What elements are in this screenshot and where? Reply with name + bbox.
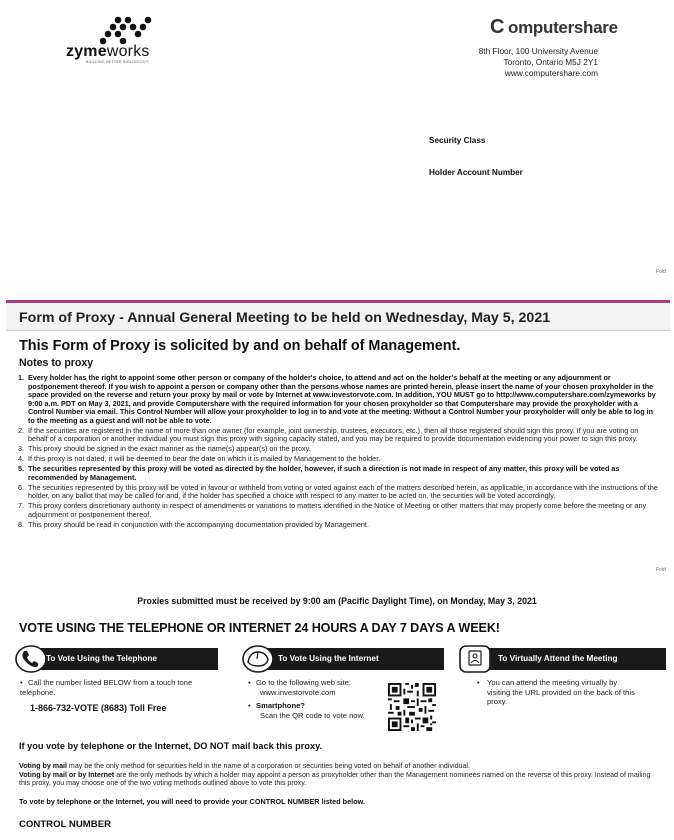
qr-code[interactable] (388, 683, 436, 731)
phone-panel-header: To Vote Using the Telephone (30, 648, 218, 670)
control-number-note: To vote by telephone or the Internet, you will need to provide your CONTROL NUMBER listed below. (19, 797, 366, 806)
computershare-c-icon: C (490, 16, 505, 38)
notes-heading: Notes to proxy (19, 357, 94, 369)
form-subtitle: This Form of Proxy is solicited by and on behalf of Management. (19, 338, 461, 354)
internet-panel-header: To Vote Using the Internet (256, 648, 444, 670)
mouse-icon (240, 644, 276, 674)
telephone-icon (14, 644, 50, 674)
control-number-label: CONTROL NUMBER (19, 819, 112, 830)
do-not-mail-notice: If you vote by telephone or the Internet, DO NOT mail back this proxy. (19, 741, 323, 751)
note-item: 5. The securities represented by this proxy will be voted as directed by the holder, however, if such a direction is not made in respect of any matter, this proxy will be voted as recommended by Management. (18, 464, 620, 482)
fold-mark: Fold (656, 567, 666, 573)
voting-methods-text: Voting by mail may be the only method for securities held in the name of a corporation or securities being voted on behalf of another individual. Voting by mail or by Internet are the only methods by which a holder may appoint a person as proxyholder other than the Management nominees named on the reverse of this proxy. Instead of mailing this proxy, you may choose one of the two voting methods outlined above to vote this proxy. (19, 762, 651, 788)
virtual-panel-header: To Virtually Attend the Meeting (478, 648, 666, 670)
note-item: 7. This proxy confers discretionary authority in respect of amendments or variations to matters identified in the Notice of Meeting or other matters that may properly come before the meeting or any adjournment or postponement thereof. (18, 501, 647, 519)
note-item: 4. If this proxy is not dated, it will be deemed to bear the date on which it is mailed by Management to the holder. (18, 454, 381, 464)
note-item: 6. The securities represented by this proxy will be voted in favour or withheld from voting or voted against each of the matters described herein, as applicable, in accordance with the instructions of the holder, on any ballot that may be called for and, if the holder has specified a choice with respect to any matter to be acted on, the securities will be voted accordingly. (18, 482, 658, 501)
notes-list (18, 374, 658, 530)
zymeworks-dots-icon (100, 16, 156, 46)
note-item: 1. Every holder has the right to appoint some other person or company of the holder's choice, to attend and act on the holder's behalf at the meeting or any adjournment or postponement thereof. If you wish to appoint a person or company other than the persons whose names are printed herein, please insert the name of your chosen proxyholder in the space provided on the reverse and return your proxy by mail or vote by Internet at www.investorvote.com. In addition, YOU MUST go to http://www.computershare.com/zymeworks by 9:00 a.m. PDT on May 3, 2021, and provide Computershare with the required information for your chosen proxyholder so that Computershare may provide the proxyholder with a Control Number via email. This Control Number will allow your proxyholder to log in to and vote at the meeting. Without a Control Number your proxyholder will only be able to log in to the meeting as a guest and will not be able to vote. (18, 373, 656, 425)
note-item: 3. This proxy should be signed in the exact manner as the name(s) appear(s) on the proxy. (18, 444, 311, 454)
virtual-meeting-icon (458, 644, 494, 674)
zymeworks-tagline: BUILDING BETTER BIOLOGICS™ (86, 60, 149, 64)
phone-instructions: • Call the number listed BELOW from a touch tone telephone. (20, 678, 193, 697)
internet-instructions: • Go to the following web site: www.investorvote.com • Smartphone? Scan the QR code to vote now. (248, 678, 388, 720)
phone-number[interactable]: 1-866-732-VOTE (8683) Toll Free (30, 703, 167, 713)
computershare-wordmark: omputershare (508, 18, 618, 37)
investorvote-url[interactable]: www.investorvote.com (260, 687, 336, 697)
virtual-instructions: • You can attend the meeting virtually by visiting the URL provided on the back of this proxy. (477, 678, 635, 707)
vote-heading: VOTE USING THE TELEPHONE OR INTERNET 24 HOURS A DAY 7 DAYS A WEEK! (19, 621, 500, 635)
fold-mark: Fold (656, 269, 666, 275)
holder-account-label: Holder Account Number (429, 168, 523, 177)
zymeworks-wordmark: zymeworks (66, 43, 150, 60)
note-item: 8. This proxy should be read in conjunction with the accompanying documentation provided by Management. (18, 519, 369, 529)
form-title: Form of Proxy - Annual General Meeting to be held on Wednesday, May 5, 2021 (19, 310, 551, 326)
note-item: 2. If the securities are registered in the name of more than one owner (for example, joint ownership, trustees, executors, etc.), then all those registered should sign this proxy. If you are voting on behalf of a corporation or another individual you must sign this proxy with signing capacity stated, and you may be required to provide documentation evidencing your power to sign this proxy. (18, 425, 639, 444)
deadline-notice: Proxies submitted must be received by 9:00 am (Pacific Daylight Time), on Monday, May 3, 2021 (137, 596, 537, 606)
computershare-address: 8th Floor, 100 University Avenue Toronto, Ontario M5J 2Y1 www.computershare.com (478, 46, 598, 78)
security-class-label: Security Class (429, 136, 486, 145)
